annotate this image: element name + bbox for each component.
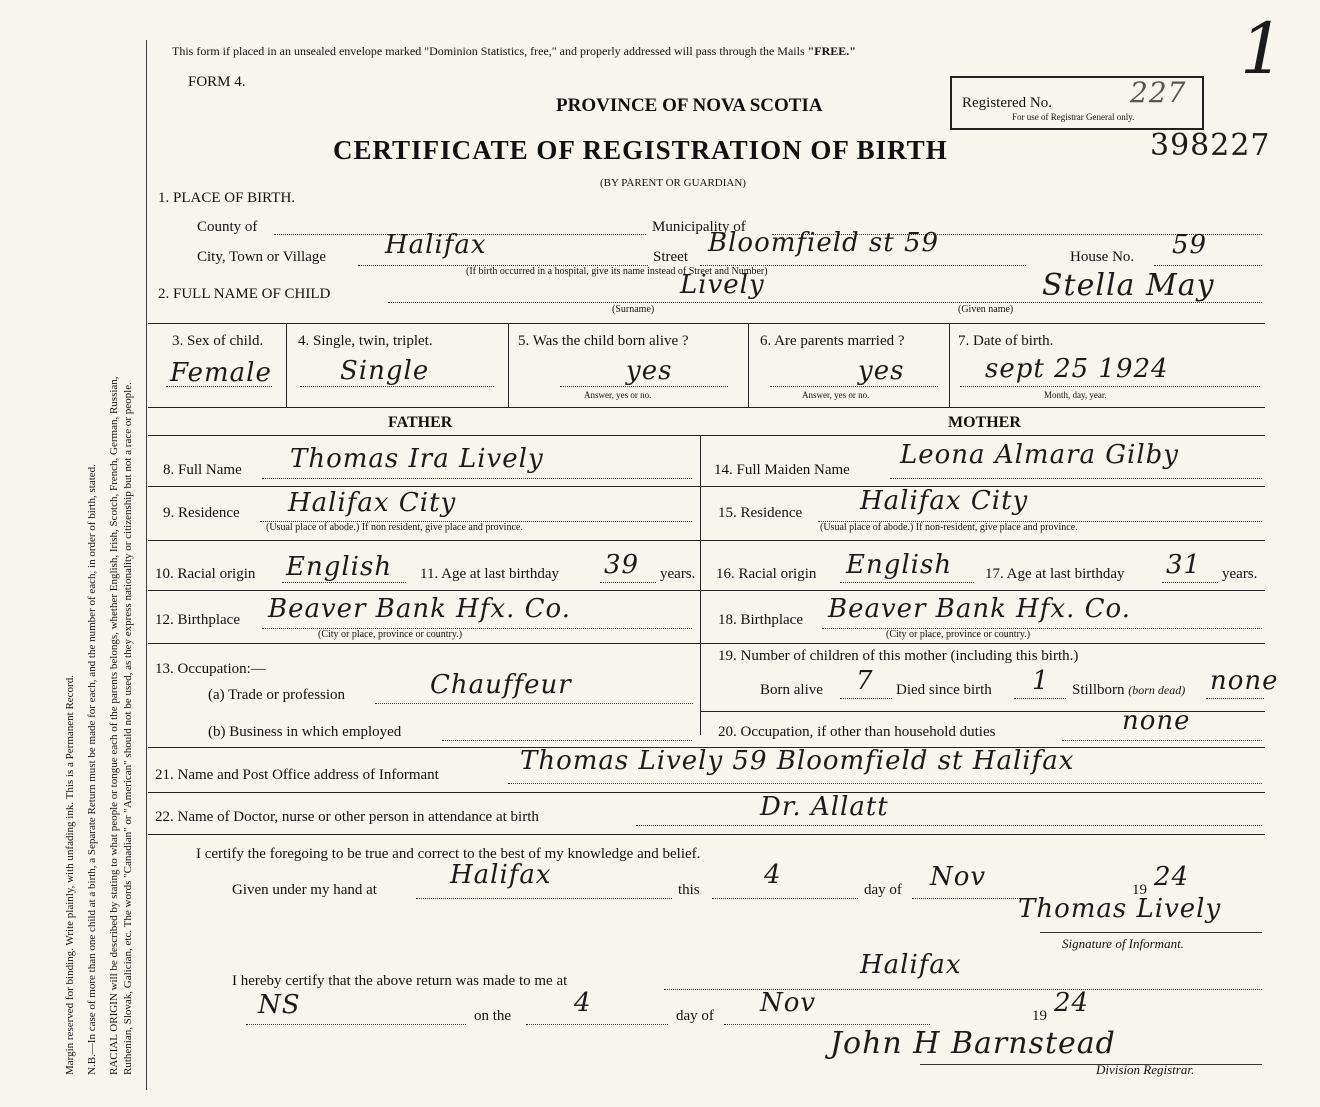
informant-signature: Thomas Lively <box>1018 894 1222 924</box>
margin-note-4: Ruthenian, Slovak, Galician, etc. The words "Canadian" or "American" should not be used, as they express nationality or citizenship but not a race or people. <box>122 382 134 1075</box>
this-label: this <box>678 882 700 898</box>
province-heading: PROVINCE OF NOVA SCOTIA <box>556 95 823 116</box>
dob-value: sept 25 1924 <box>985 354 1169 384</box>
certificate-number: 398227 <box>1150 128 1271 163</box>
given-day-value: 4 <box>764 860 782 890</box>
given-year-prefix: 19 <box>1132 882 1147 898</box>
father-heading: FATHER <box>388 414 453 431</box>
rule-row3-bottom <box>148 407 1265 408</box>
given-under-label: Given under my hand at <box>232 882 377 898</box>
mother-residence-note: (Usual place of abode.) If non-resident, give place and province. <box>820 522 1078 533</box>
registered-label: Registered No. <box>962 95 1052 111</box>
mother-occupation-value: none <box>1122 706 1191 736</box>
born-alive-value: 7 <box>856 666 874 696</box>
mother-residence-label: 15. Residence <box>718 505 803 521</box>
registrar-year-value: 24 <box>1054 988 1090 1018</box>
children-count-label: 19. Number of children of this mother (including this birth.) <box>718 648 1079 664</box>
alive-value: yes <box>626 356 673 386</box>
registrar-place-value-2: NS <box>258 990 301 1020</box>
father-race-value: English <box>286 552 393 582</box>
mother-heading: MOTHER <box>948 414 1021 431</box>
business-label: (b) Business in which employed <box>208 724 402 740</box>
street-value: Bloomfield st 59 <box>708 228 940 258</box>
stillborn-label: Stillborn (born dead) <box>1072 682 1186 698</box>
mother-residence-value: Halifax City <box>860 486 1029 516</box>
father-residence-value: Halifax City <box>288 488 457 518</box>
street-label: Street <box>653 249 688 265</box>
registrar-signature: John H Barnstead <box>830 1026 1116 1061</box>
father-birthplace-value: Beaver Bank Hfx. Co. <box>268 594 571 624</box>
given-month-value: Nov <box>930 862 987 892</box>
died-label: Died since birth <box>896 682 992 698</box>
form-number: FORM 4. <box>188 74 246 90</box>
given-name-note: (Given name) <box>958 304 1014 315</box>
father-race-label: 10. Racial origin <box>155 566 256 582</box>
place-section-label: 1. PLACE OF BIRTH. <box>158 190 296 206</box>
mother-race-label: 16. Racial origin <box>716 566 817 582</box>
registrar-statement: I hereby certify that the above return was made to me at <box>232 973 568 989</box>
father-birthplace-note: (City or place, province or country.) <box>318 629 463 640</box>
surname-note: (Surname) <box>612 304 655 315</box>
registrar-note: For use of Registrar General only. <box>1012 112 1135 122</box>
mother-birthplace-value: Beaver Bank Hfx. Co. <box>828 594 1131 624</box>
died-value: 1 <box>1032 666 1050 696</box>
mother-name-label: 14. Full Maiden Name <box>714 462 850 478</box>
father-birthplace-label: 12. Birthplace <box>155 612 240 628</box>
born-alive-label: Born alive <box>760 682 823 698</box>
margin-note-1: Margin reserved for binding. Write plainly, with unfading ink. This is a Permanent Record. <box>64 675 76 1075</box>
mother-occupation-label: 20. Occupation, if other than household duties <box>718 724 996 740</box>
mother-age-label: 17. Age at last birthday <box>985 566 1125 582</box>
page-title: CERTIFICATE OF REGISTRATION OF BIRTH <box>333 135 948 165</box>
stillborn-value: none <box>1210 666 1279 696</box>
house-value: 59 <box>1172 230 1208 260</box>
municipality-label: Municipality of <box>652 219 746 235</box>
informant-label: 21. Name and Post Office address of Informant <box>155 767 439 783</box>
father-residence-label: 9. Residence <box>163 505 240 521</box>
given-day-of-label: day of <box>864 882 902 898</box>
trade-value: Chauffeur <box>430 670 572 700</box>
corner-mark: 1 <box>1240 8 1286 90</box>
sex-value: Female <box>170 358 272 388</box>
father-age-label: 11. Age at last birthday <box>420 566 559 582</box>
mother-age-value: 31 <box>1166 550 1202 580</box>
city-label: City, Town or Village <box>197 249 327 265</box>
given-place-value: Halifax <box>450 860 552 890</box>
mother-birthplace-note: (City or place, province or country.) <box>886 629 1031 640</box>
dob-label: 7. Date of birth. <box>958 333 1054 349</box>
father-name-label: 8. Full Name <box>163 462 242 478</box>
trade-label: (a) Trade or profession <box>208 687 346 703</box>
married-note: Answer, yes or no. <box>802 390 870 400</box>
married-value: yes <box>858 356 905 386</box>
registered-number: 227 <box>1130 76 1187 109</box>
registrar-place-value: Halifax <box>860 950 962 980</box>
certify-statement: I certify the foregoing to be true and correct to the best of my knowledge and belief. <box>196 846 701 862</box>
father-residence-note: (Usual place of abode.) If non resident, give place and province. <box>266 522 523 533</box>
mail-notice: This form if placed in an unsealed envelope marked "Dominion Statistics, free," and properly addressed will pass through the Mails "FREE." <box>172 44 856 58</box>
rule-row3-top <box>148 323 1265 324</box>
married-label: 6. Are parents married ? <box>760 333 905 349</box>
house-line <box>1154 265 1262 266</box>
parents-divider <box>700 435 701 735</box>
subtitle: (BY PARENT OR GUARDIAN) <box>600 177 746 189</box>
plurality-label: 4. Single, twin, triplet. <box>298 333 433 349</box>
alive-note: Answer, yes or no. <box>584 390 652 400</box>
doctor-label: 22. Name of Doctor, nurse or other person in attendance at birth <box>155 809 539 825</box>
father-name-value: Thomas Ira Lively <box>290 444 544 474</box>
hospital-note: (If birth occurred in a hospital, give its name instead of Street and Number) <box>466 266 768 277</box>
registrar-day-value: 4 <box>574 988 592 1018</box>
county-label: County of <box>197 219 258 235</box>
child-name-label: 2. FULL NAME OF CHILD <box>158 286 331 302</box>
margin-note-2: N.B.—In case of more than one child at a birth, a Separate Return must be made for each, and the number of each, in order of birth, stated. <box>86 464 98 1075</box>
registrar-year-prefix: 19 <box>1032 1008 1047 1024</box>
informant-value: Thomas Lively 59 Bloomfield st Halifax <box>520 746 1075 776</box>
surname-value: Lively <box>680 270 765 300</box>
registrar-day-of-label: day of <box>676 1008 714 1024</box>
margin-rule <box>146 40 147 1090</box>
alive-label: 5. Was the child born alive ? <box>518 333 689 349</box>
city-value: Halifax <box>385 230 487 260</box>
registrar-signature-label: Division Registrar. <box>1096 1062 1195 1077</box>
on-the-label: on the <box>474 1008 512 1024</box>
father-age-value: 39 <box>604 550 640 580</box>
mother-birthplace-label: 18. Birthplace <box>718 612 803 628</box>
house-label: House No. <box>1070 249 1135 265</box>
given-year-value: 24 <box>1154 862 1190 892</box>
father-years: years. <box>660 566 696 582</box>
signature-label: Signature of Informant. <box>1062 936 1184 951</box>
registrar-month-value: Nov <box>760 988 817 1018</box>
margin-note-3: RACIAL ORIGIN will be described by stating to what people or tongue each of the parents belongs, whether English, Irish, Scotch, French, German, Russian, <box>108 376 120 1075</box>
dob-note: Month, day, year. <box>1044 390 1107 400</box>
occupation-label: 13. Occupation:— <box>155 661 266 677</box>
plurality-value: Single <box>340 356 430 386</box>
given-name-value: Stella May <box>1042 268 1215 303</box>
mother-race-value: English <box>846 550 953 580</box>
mother-years: years. <box>1222 566 1258 582</box>
sex-label: 3. Sex of child. <box>172 333 264 349</box>
doctor-value: Dr. Allatt <box>760 792 889 822</box>
mother-name-value: Leona Almara Gilby <box>900 440 1179 470</box>
